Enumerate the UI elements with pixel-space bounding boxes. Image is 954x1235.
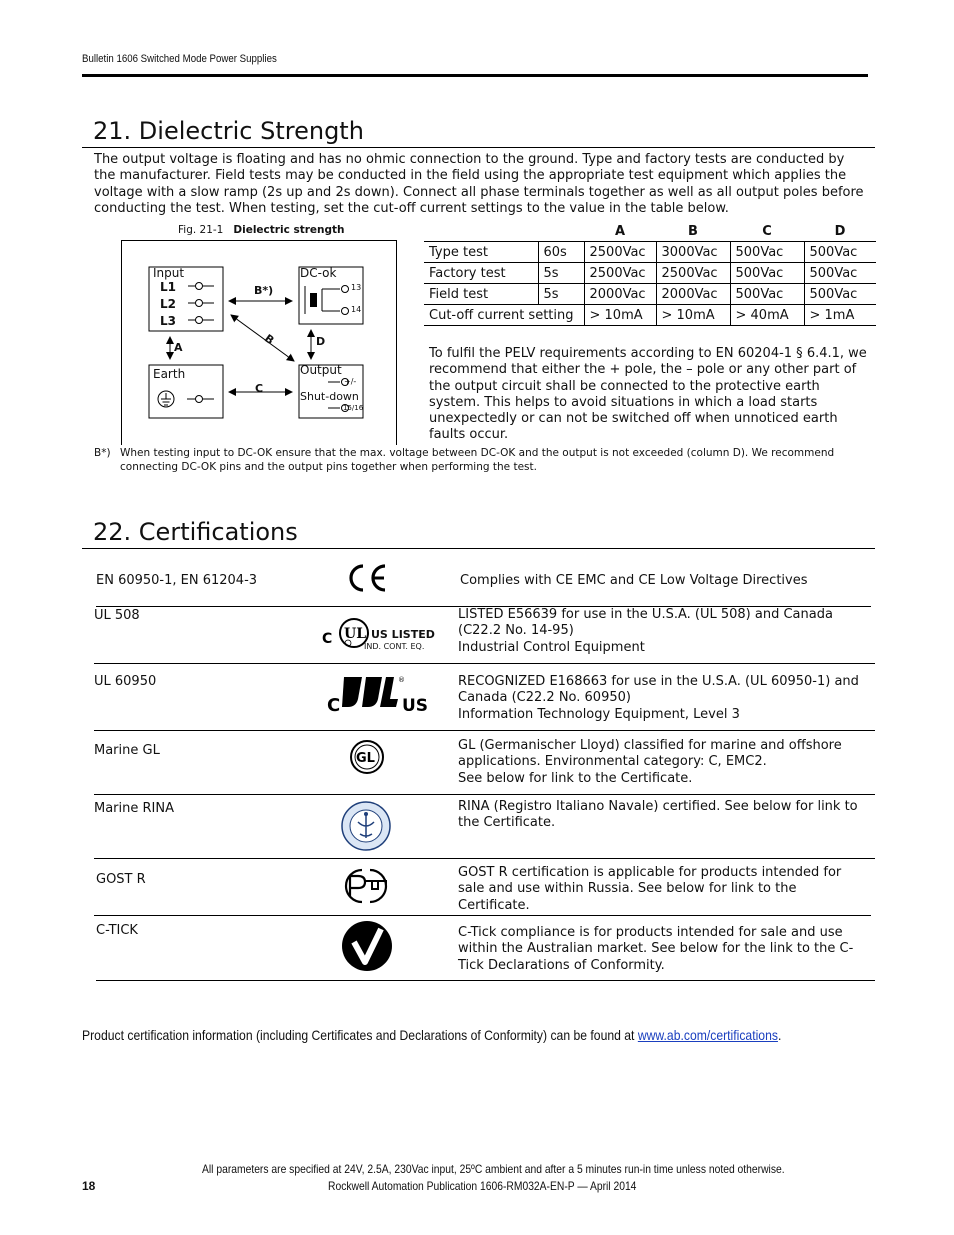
cert-desc: Complies with CE EMC and CE Low Voltage Directives	[460, 573, 808, 588]
cert-row-ce	[96, 560, 871, 607]
svg-text:®: ®	[398, 676, 405, 684]
table-header-b: B	[656, 221, 730, 242]
figure-caption-number: Fig. 21-1	[178, 224, 224, 236]
ul-ind-text: IND. CONT. EQ.	[364, 642, 425, 651]
cert-name: UL 508	[94, 608, 140, 623]
cert-row-ul60950	[94, 663, 875, 731]
arrow-d-label: D	[316, 335, 326, 348]
table-row	[424, 242, 876, 263]
arrow-a-label: A	[174, 341, 183, 354]
svg-text:UL: UL	[344, 626, 367, 642]
footer-note: All parameters are specified at 24V, 2.5A, 230Vac input, 25ºC ambient and after a 5 minutes run-in time unless noted otherwise.	[202, 1162, 785, 1176]
table-header-row	[424, 221, 876, 242]
pin13-label: 13	[351, 283, 362, 292]
l2-label: L2	[160, 297, 176, 311]
section-21-intro: The output voltage is floating and has no ohmic connection to the ground. Type and factory tests are conducted by the manufacturer. Field tests may be conducted in the field using the appropriate test equipment which applies the voltage with a slow ramp (2s up and 2s down). Connect all phase terminals together as well as all output poles before conducting the test. When testing, set the cut-off current settings to the value in the table below.	[94, 152, 864, 216]
table-cell: 500Vac	[804, 242, 876, 263]
relay-coil	[310, 293, 317, 307]
table-cell: > 10mA	[656, 305, 730, 326]
pin1516-label: 15/16	[343, 404, 364, 412]
output-label: Output	[300, 363, 342, 377]
certifications-link[interactable]: www.ab.com/certifications	[637, 1027, 778, 1043]
table-cell: 500Vac	[804, 284, 876, 305]
table-header-d: D	[804, 221, 876, 242]
cert-desc: RECOGNIZED E168663 for use in the U.S.A. (UL 60950-1) and Canada (C22.2 No. 60950) Information Technology Equipment, Level 3	[458, 674, 859, 722]
arrow-bstar-label: B*)	[254, 284, 274, 297]
gl-icon	[349, 739, 385, 779]
pelv-note: To fulfil the PELV requirements according to EN 60204-1 § 6.4.1, we recommend that either the + pole, the – pole or any other part of the output circuit shall be connected to the protective earth system. This helps to avoid situations in which a load starts unexpectedly or can not be switched off when unnoticed earth faults occur.	[429, 346, 867, 443]
ce-mark-icon	[345, 563, 389, 597]
cert-name: Marine RINA	[94, 801, 174, 816]
rina-icon	[340, 800, 392, 856]
ul-listed-text: US LISTED	[371, 628, 435, 641]
plusminus-label: +/-	[344, 377, 357, 386]
table-cell: 5s	[538, 284, 584, 305]
section-21-rule	[82, 147, 875, 148]
arrow-b-label: B	[261, 331, 277, 348]
table-cell: 500Vac	[730, 242, 804, 263]
l1-label: L1	[160, 280, 176, 294]
page-number: 18	[82, 1179, 96, 1193]
ul-recognized-icon	[326, 673, 430, 719]
table-header	[424, 221, 538, 242]
table-cell: Cut-off current setting	[424, 305, 584, 326]
svg-text:C: C	[327, 695, 341, 715]
table-cell: Type test	[424, 242, 538, 263]
ul-listed-icon	[322, 611, 434, 659]
table-cell: 2000Vac	[656, 284, 730, 305]
table-cell: 500Vac	[730, 263, 804, 284]
table-cell: > 40mA	[730, 305, 804, 326]
l3-label: L3	[160, 314, 176, 328]
cert-row-gl	[94, 730, 875, 795]
cert-name: GOST R	[96, 872, 146, 887]
earth-label: Earth	[153, 367, 186, 381]
table-cell: 5s	[538, 263, 584, 284]
cert-row-ctick	[96, 915, 875, 981]
cert-row-ul508	[94, 606, 875, 664]
arrow-b	[231, 315, 294, 361]
cert-desc: GOST R certification is applicable for products intended for sale and use within Russia. See below for link to the Certificate.	[458, 865, 842, 913]
table-cell: 2500Vac	[584, 242, 656, 263]
dielectric-table	[424, 221, 876, 326]
input-terminals	[188, 283, 214, 324]
svg-text:US: US	[402, 696, 429, 715]
cert-desc: RINA (Registro Italiano Navale) certified. See below for link to the Certificate.	[458, 799, 858, 831]
cert-info-end: .	[777, 1027, 782, 1043]
cert-desc: LISTED E56639 for use in the U.S.A. (UL 508) and Canada (C22.2 No. 14-95) Industrial Control Equipment	[458, 607, 833, 655]
figure-caption	[178, 224, 345, 236]
cert-name: C-TICK	[96, 923, 138, 938]
cert-name: UL 60950	[94, 674, 157, 689]
c-tick-icon	[341, 920, 393, 976]
table-row	[424, 305, 876, 326]
table-cell: 3000Vac	[656, 242, 730, 263]
figure-caption-title: Dielectric strength	[233, 224, 345, 236]
dcok-label: DC-ok	[300, 266, 337, 280]
cert-desc: GL (Germanischer Lloyd) classified for marine and offshore applications. Environmental category: C, EMC2. See below for link to the Certificate.	[458, 738, 842, 786]
shutdown-label: Shut-down	[300, 390, 359, 403]
cert-info-line	[82, 1027, 813, 1043]
table-header-a: A	[584, 221, 656, 242]
table-cell: 500Vac	[730, 284, 804, 305]
dielectric-figure	[121, 240, 397, 445]
svg-text:GL: GL	[356, 751, 375, 766]
section-22-title: 22. Certifications	[93, 518, 298, 546]
input-label: Input	[153, 266, 185, 280]
table-cell: 2500Vac	[656, 263, 730, 284]
table-header	[538, 221, 584, 242]
running-header: Bulletin 1606 Switched Mode Power Supplies	[82, 53, 277, 65]
gost-r-icon	[340, 867, 392, 911]
table-cell: 500Vac	[804, 263, 876, 284]
table-cell: > 1mA	[804, 305, 876, 326]
header-rule	[82, 74, 868, 77]
arrow-c-label: C	[255, 382, 264, 395]
table-cell: 2500Vac	[584, 263, 656, 284]
footnote-text: When testing input to DC-OK ensure that the max. voltage between DC-OK and the output is not exceeded (column D). We recommend connecting DC-OK pins and the output pins together when performing the test.	[120, 447, 835, 473]
pin14-label: 14	[351, 305, 362, 314]
table-row	[424, 284, 876, 305]
table-cell: 60s	[538, 242, 584, 263]
section-22-rule	[82, 548, 875, 549]
publication-line: Rockwell Automation Publication 1606-RM032A-EN-P — April 2014	[328, 1179, 637, 1193]
cert-name: EN 60950-1, EN 61204-3	[96, 573, 258, 588]
cert-info-text: Product certification information (including Certificates and Declarations of Conformity) can be found at	[82, 1027, 638, 1043]
table-cell: 2000Vac	[584, 284, 656, 305]
table-cell: > 10mA	[584, 305, 656, 326]
section-21-title: 21. Dielectric Strength	[93, 117, 364, 145]
cert-row-gost	[94, 858, 871, 916]
table-header-c: C	[730, 221, 804, 242]
cert-name: Marine GL	[94, 743, 160, 758]
table-row	[424, 263, 876, 284]
table-cell: Field test	[424, 284, 538, 305]
earth-ground-icon	[158, 391, 174, 407]
cert-desc: C-Tick compliance is for products intended for sale and use within the Australian market. See below for the link to the C-Tick Declarations of Conformity.	[458, 925, 854, 973]
table-cell: Factory test	[424, 263, 538, 284]
svg-text:C: C	[322, 631, 333, 647]
footnote-mark: B*)	[94, 447, 111, 459]
cert-row-rina	[94, 794, 875, 859]
